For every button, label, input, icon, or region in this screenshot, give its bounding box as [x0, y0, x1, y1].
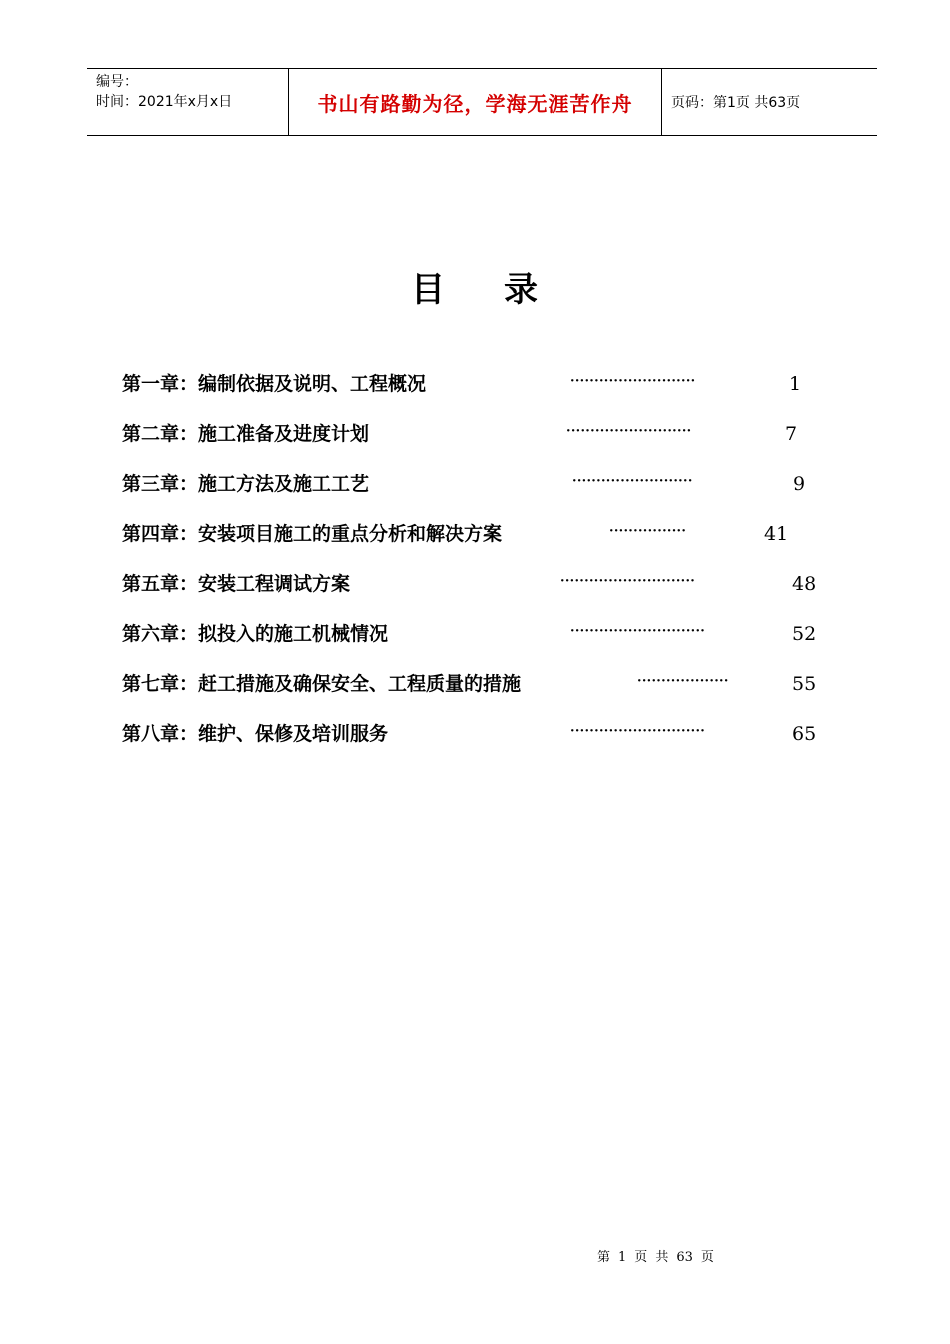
page-footer: [597, 1246, 722, 1265]
toc-entry-label[interactable]: 第八章：维护、保修及培训服务: [122, 723, 389, 745]
toc-entry-leader: ····························: [560, 574, 696, 589]
header-number-label: 编号：: [96, 74, 138, 90]
toc-entry-label[interactable]: 第四章：安装项目施工的重点分析和解决方案: [122, 523, 503, 545]
footer-di: 第: [597, 1250, 611, 1265]
header-meta: [87, 69, 288, 135]
toc-entry-page[interactable]: 7: [785, 423, 798, 445]
page-title: [0, 262, 950, 311]
toc-entry-leader: ···················: [637, 674, 729, 689]
toc-entry-leader: ··························: [566, 424, 692, 439]
footer-total-pages: 63: [676, 1250, 693, 1265]
toc-entry-page[interactable]: 41: [764, 523, 789, 545]
toc-entry-leader: ··························: [570, 374, 696, 389]
toc-entry-leader: ····························: [570, 624, 706, 639]
toc-entry-leader: ················: [609, 524, 687, 539]
header-motto: 书山有路勤为径，学海无涯苦作舟: [288, 69, 662, 135]
toc-entry-page[interactable]: 55: [792, 673, 817, 695]
toc-entry-page[interactable]: 1: [789, 373, 802, 395]
toc-entry-page[interactable]: 9: [793, 473, 806, 495]
toc-entry-leader: ·························: [572, 474, 693, 489]
toc-entry-page[interactable]: 65: [792, 723, 817, 745]
toc-entry-page[interactable]: 52: [792, 623, 817, 645]
toc-entry-label[interactable]: 第五章：安装工程调试方案: [122, 573, 351, 595]
header-page-label: 页码：第1页 共63页: [671, 95, 801, 111]
footer-ye: 页: [634, 1250, 648, 1265]
toc-entry-leader: ····························: [570, 724, 706, 739]
toc-entry-page[interactable]: 48: [792, 573, 817, 595]
toc-entry-label[interactable]: 第一章：编制依据及说明、工程概况: [122, 373, 427, 395]
footer-gong: 共: [655, 1250, 669, 1265]
footer-ye: 页: [700, 1250, 714, 1265]
page-title-char-2: 录: [504, 270, 539, 310]
header-time-label: 时间：2021年x月x日: [96, 94, 233, 110]
toc-entry-label[interactable]: 第六章：拟投入的施工机械情况: [122, 623, 389, 645]
page-title-char-1: 目: [411, 270, 446, 310]
toc-entry-label[interactable]: 第七章：赶工措施及确保安全、工程质量的措施: [122, 673, 522, 695]
toc-entry-label[interactable]: 第二章：施工准备及进度计划: [122, 423, 370, 445]
toc-entry-label[interactable]: 第三章：施工方法及施工工艺: [122, 473, 370, 495]
footer-current-page: 1: [618, 1250, 627, 1265]
page-header: [87, 68, 877, 136]
